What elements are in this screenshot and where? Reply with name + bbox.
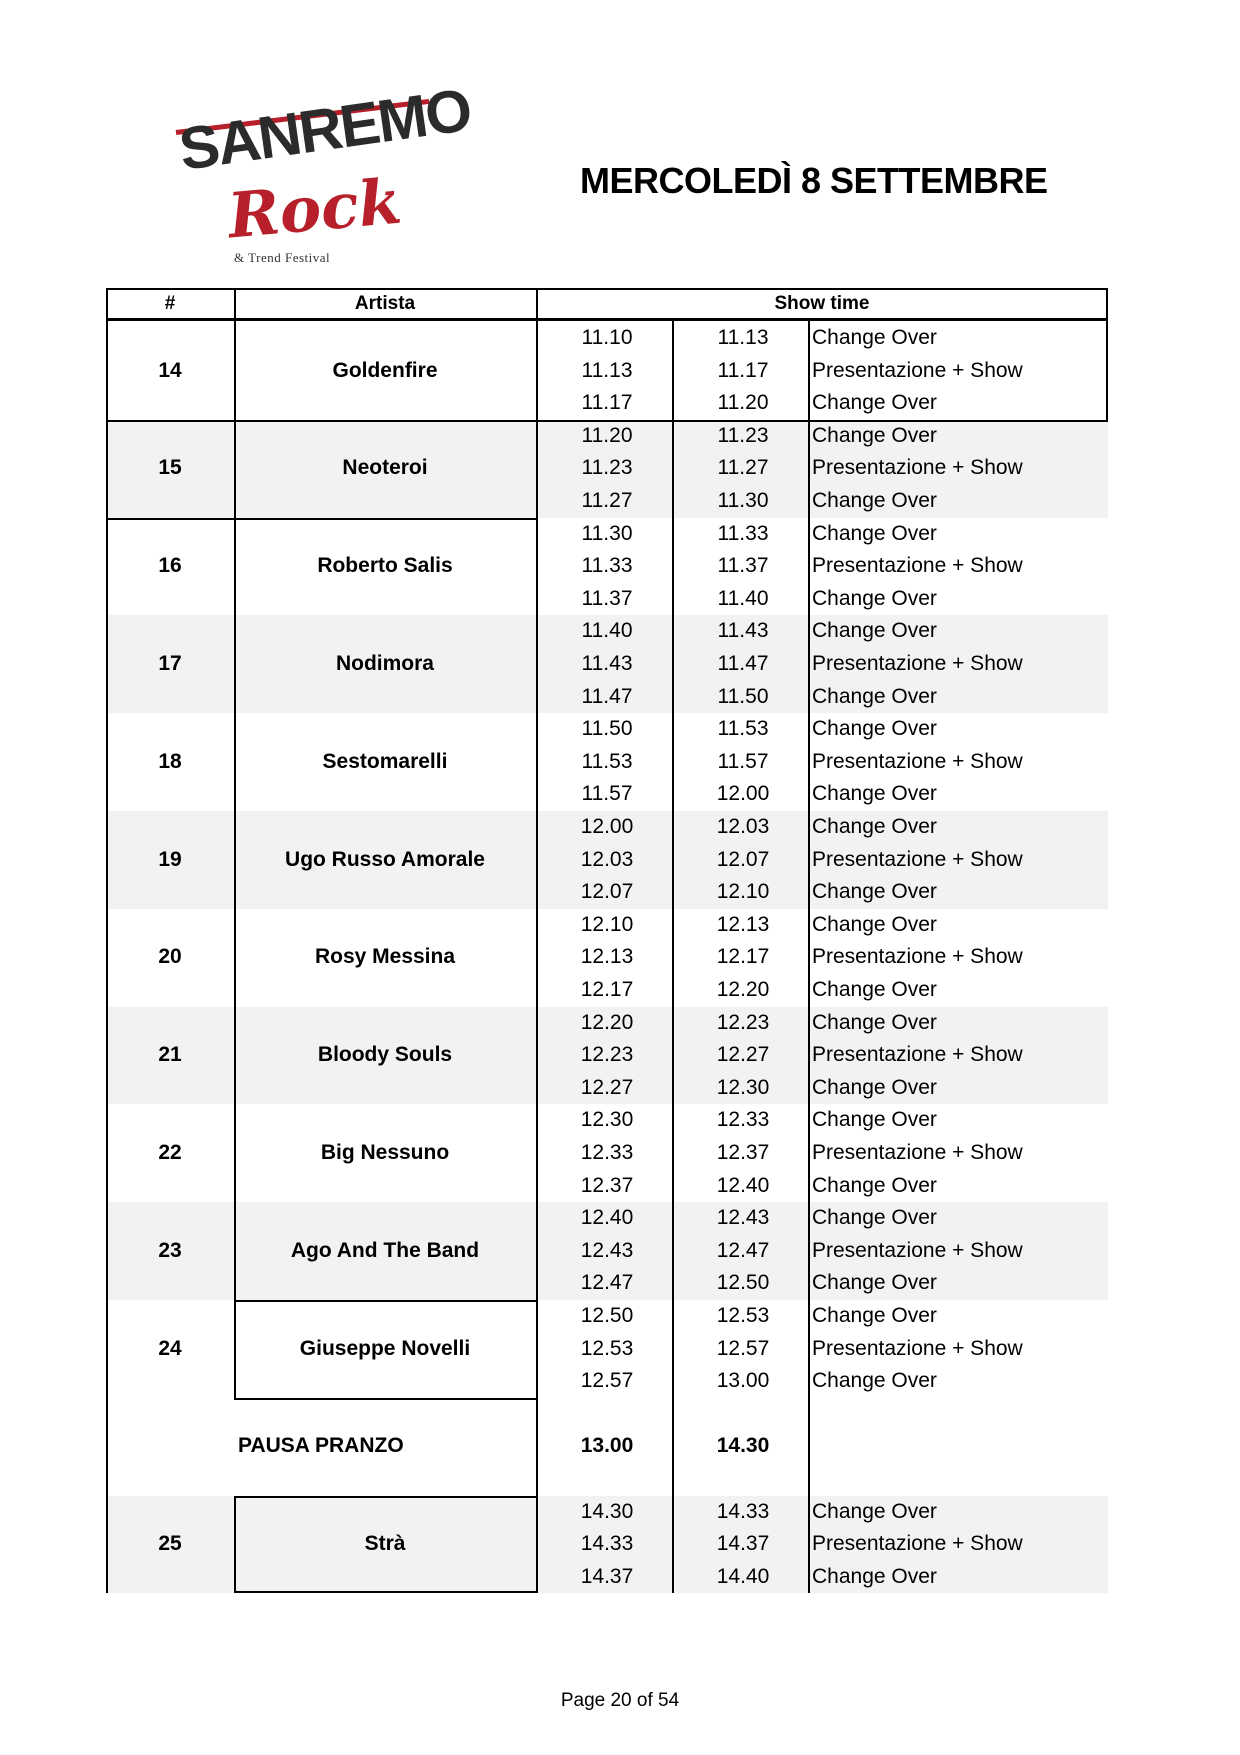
end-time: 11.57 (717, 749, 769, 773)
activity: Change Over (812, 326, 937, 349)
start-time: 14.30 (580, 1499, 634, 1523)
start-time: 11.40 (581, 619, 633, 643)
end-time: 12.50 (716, 1271, 770, 1295)
activity: Change Over (812, 912, 937, 936)
end-time: 12.00 (716, 782, 770, 806)
activity: Change Over (812, 815, 937, 838)
end-time: 11.27 (717, 456, 769, 480)
artist-name: Bloody Souls (317, 1043, 453, 1067)
artist-name: Strà (364, 1532, 406, 1556)
start-time: 12.10 (580, 912, 634, 936)
end-time: 12.33 (716, 1108, 770, 1132)
start-time: 12.47 (580, 1271, 634, 1295)
end-time: 12.57 (716, 1336, 770, 1360)
end-time: 12.13 (716, 912, 770, 936)
group-separator (234, 1300, 536, 1302)
end-time: 14.37 (716, 1532, 770, 1556)
start-time: 12.40 (580, 1206, 634, 1230)
start-time: 12.00 (580, 815, 634, 838)
table-border-left (106, 320, 108, 1593)
end-time: 12.53 (716, 1304, 770, 1327)
start-time: 11.20 (581, 423, 633, 447)
end-time: 12.23 (716, 1010, 770, 1034)
start-time: 11.10 (581, 326, 633, 349)
end-time: 11.33 (717, 521, 769, 545)
end-time: 12.40 (716, 1173, 770, 1197)
activity: Change Over (812, 1564, 937, 1588)
start-time: 12.17 (580, 978, 634, 1001)
artist-name: Ugo Russo Amorale (285, 847, 485, 871)
start-time: 12.07 (580, 880, 634, 904)
artist-number: 14 (158, 358, 182, 382)
activity: Change Over (812, 1369, 937, 1393)
start-time: 11.33 (581, 554, 633, 578)
column-divider (808, 320, 810, 1593)
start-time: 12.03 (580, 847, 634, 871)
header-border-top (106, 288, 1108, 290)
header-showtime: Show time (774, 293, 870, 314)
pause-label: PAUSA PRANZO (238, 1434, 404, 1458)
artist-number: 16 (158, 554, 182, 578)
start-time: 12.53 (580, 1336, 634, 1360)
start-time: 11.57 (581, 782, 633, 806)
column-divider (234, 1496, 236, 1594)
activity: Change Over (812, 489, 937, 512)
end-time: 11.43 (717, 619, 769, 643)
activity: Presentazione + Show (812, 456, 1023, 480)
column-divider (234, 320, 236, 1398)
start-time: 11.53 (581, 749, 633, 773)
artist-number: 24 (158, 1336, 182, 1360)
activity: Change Over (812, 1108, 937, 1132)
activity: Change Over (812, 1499, 937, 1523)
end-time: 12.07 (716, 847, 770, 871)
end-time: 11.47 (717, 652, 769, 675)
end-time: 12.37 (716, 1141, 770, 1164)
pause-start: 13.00 (580, 1434, 634, 1458)
end-time: 12.20 (716, 978, 770, 1001)
header-border-left (106, 288, 108, 320)
activity: Change Over (812, 1271, 937, 1295)
start-time: 11.23 (581, 456, 633, 480)
start-time: 12.23 (580, 1043, 634, 1067)
end-time: 12.47 (716, 1238, 770, 1262)
schedule-table (106, 288, 1108, 1594)
activity: Presentazione + Show (812, 652, 1023, 675)
artist-number: 15 (158, 456, 182, 480)
column-divider (536, 320, 538, 1593)
start-time: 11.17 (581, 391, 633, 415)
end-time: 14.33 (716, 1499, 770, 1523)
page-title: MERCOLEDÌ 8 SETTEMBRE (580, 160, 1048, 201)
start-time: 12.37 (580, 1173, 634, 1197)
end-time: 14.40 (716, 1564, 770, 1588)
artist-number: 25 (158, 1532, 182, 1556)
header-border-bottom (106, 318, 1108, 321)
start-time: 14.33 (580, 1532, 634, 1556)
end-time: 12.27 (716, 1043, 770, 1067)
activity: Presentazione + Show (812, 1043, 1023, 1067)
group-separator (234, 1591, 536, 1593)
activity: Presentazione + Show (812, 1336, 1023, 1360)
logo-word-rock: Rock (225, 164, 405, 253)
end-time: 11.23 (717, 423, 769, 447)
end-time: 13.00 (716, 1369, 770, 1393)
activity: Presentazione + Show (812, 1141, 1023, 1164)
start-time: 11.37 (581, 586, 633, 610)
activity: Change Over (812, 1173, 937, 1197)
table-border-right (1106, 320, 1108, 420)
start-time: 12.13 (580, 945, 634, 969)
activity: Change Over (812, 619, 937, 643)
activity: Change Over (812, 1010, 937, 1034)
activity: Change Over (812, 978, 937, 1001)
artist-number: 18 (158, 749, 182, 773)
group-separator (234, 518, 536, 520)
header-divider (536, 288, 538, 320)
start-time: 12.20 (580, 1010, 634, 1034)
start-time: 14.37 (580, 1564, 634, 1588)
start-time: 11.47 (581, 684, 633, 708)
artist-number: 23 (158, 1238, 182, 1262)
start-time: 11.50 (581, 717, 633, 741)
activity: Change Over (812, 521, 937, 545)
end-time: 12.10 (716, 880, 770, 904)
end-time: 12.30 (716, 1075, 770, 1099)
header-number: # (164, 293, 176, 314)
start-time: 12.30 (580, 1108, 634, 1132)
start-time: 11.43 (581, 652, 633, 675)
group-separator (234, 1398, 536, 1400)
start-time: 11.27 (581, 489, 633, 512)
start-time: 12.50 (580, 1304, 634, 1327)
group-separator (234, 1496, 536, 1498)
activity: Change Over (812, 1075, 937, 1099)
artist-name: Neoteroi (342, 456, 428, 480)
activity: Presentazione + Show (812, 1532, 1023, 1556)
end-time: 11.50 (717, 684, 769, 708)
header-divider (234, 288, 236, 320)
start-time: 11.30 (581, 521, 633, 545)
end-time: 12.43 (716, 1206, 770, 1230)
header-artist: Artista (354, 293, 416, 314)
group-separator (106, 518, 234, 520)
activity: Presentazione + Show (812, 358, 1023, 382)
activity: Presentazione + Show (812, 945, 1023, 969)
activity: Presentazione + Show (812, 847, 1023, 871)
artist-number: 19 (158, 847, 182, 871)
end-time: 11.13 (717, 326, 769, 349)
activity: Presentazione + Show (812, 554, 1023, 578)
artist-name: Rosy Messina (314, 945, 456, 969)
artist-name: Roberto Salis (317, 554, 453, 578)
artist-name: Ago And The Band (290, 1238, 480, 1262)
activity: Presentazione + Show (812, 1238, 1023, 1262)
start-time: 12.43 (580, 1238, 634, 1262)
artist-name: Big Nessuno (320, 1141, 450, 1164)
artist-name: Sestomarelli (322, 749, 448, 773)
end-time: 12.03 (716, 815, 770, 838)
activity: Change Over (812, 782, 937, 806)
activity: Change Over (812, 423, 937, 447)
end-time: 11.20 (717, 391, 769, 415)
activity: Change Over (812, 684, 937, 708)
activity: Change Over (812, 391, 937, 415)
activity: Change Over (812, 586, 937, 610)
logo-word-sanremo: SANREMO (175, 75, 475, 183)
end-time: 11.40 (717, 586, 769, 610)
start-time: 12.57 (580, 1369, 634, 1393)
end-time: 11.17 (717, 358, 769, 382)
start-time: 12.27 (580, 1075, 634, 1099)
logo-tagline: & Trend Festival (234, 250, 331, 265)
artist-number: 20 (158, 945, 182, 969)
activity: Presentazione + Show (812, 749, 1023, 773)
end-time: 11.30 (717, 489, 769, 512)
activity: Change Over (812, 880, 937, 904)
end-time: 11.37 (717, 554, 769, 578)
sanremo-rock-logo (172, 75, 475, 268)
column-divider (672, 320, 674, 1593)
group-separator (106, 420, 1108, 422)
artist-name: Giuseppe Novelli (299, 1336, 471, 1360)
activity: Change Over (812, 1304, 937, 1327)
artist-number: 22 (158, 1141, 182, 1164)
artist-name: Nodimora (335, 652, 434, 675)
end-time: 12.17 (716, 945, 770, 969)
artist-number: 21 (158, 1043, 182, 1067)
artist-name: Goldenfire (332, 358, 438, 382)
activity: Change Over (812, 717, 937, 741)
activity: Change Over (812, 1206, 937, 1230)
end-time: 11.53 (717, 717, 769, 741)
page-footer: Page 20 of 54 (560, 1690, 680, 1711)
pause-end: 14.30 (716, 1434, 770, 1458)
start-time: 12.33 (580, 1141, 634, 1164)
artist-number: 17 (158, 652, 182, 675)
header-border-right (1106, 288, 1108, 320)
start-time: 11.13 (581, 358, 633, 382)
